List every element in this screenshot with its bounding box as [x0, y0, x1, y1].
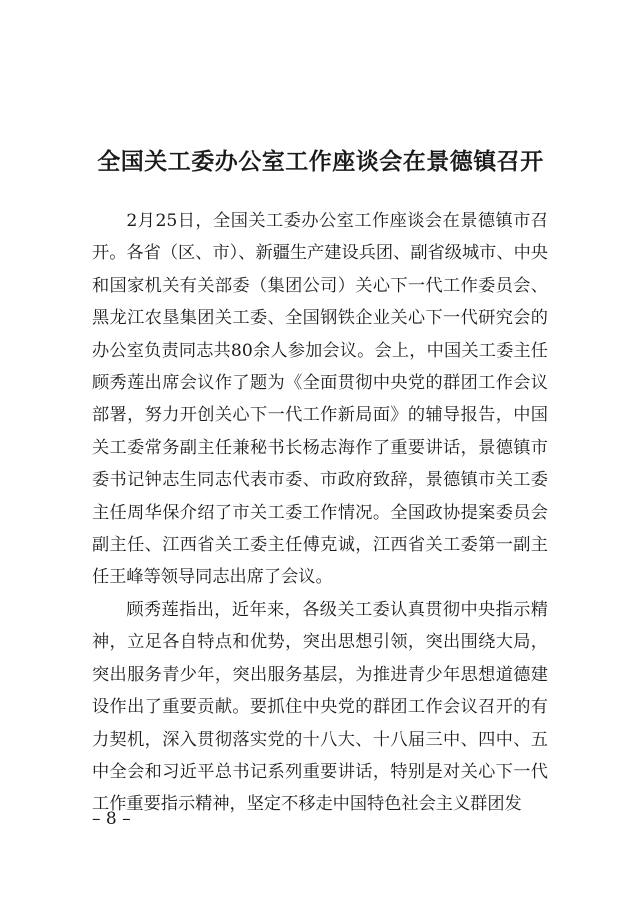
body-paragraph-1: 2月25日，全国关工委办公室工作座谈会在景德镇市召开。各省（区、市）、新疆生产建设兵团、副省级城市、中央和国家机关有关部委（集团公司）关心下一代工作委员会、黑龙江农垦集团关工委、全国钢铁企业关心下一代研究会的办公室负责同志共80余人参加会议。会上，中国关工委主任顾秀莲出席会议作了题为《全面贯彻中央党的群团工作会议部署，努力开创关心下一代工作新局面》的辅导报告，中国关工委常务副主任兼秘书长杨志海作了重要讲话，景德镇市委书记钟志生同志代表市委、市政府致辞，景德镇市关工委主任周华保介绍了市关工委工作情况。全国政协提案委员会副主任、江西省关工委主任傅克诚，江西省关工委第一副主任王峰等领导同志出席了会议。	[92, 211, 548, 588]
page-number: – 8 –	[92, 809, 131, 829]
document-body	[92, 205, 548, 821]
document-title: 全国关工委办公室工作座谈会在景德镇召开	[97, 148, 544, 175]
body-paragraph-2: 顾秀莲指出，近年来，各级关工委认真贯彻中央指示精神，立足各自特点和优势，突出思想引领，突出围绕大局，突出服务青少年，突出服务基层，为推进青少年思想道德建设作出了重要贡献。要抓住中央党的群团工作会议召开的有力契机，深入贯彻落实党的十八大、十八届三中、四中、五中全会和习近平总书记系列重要讲话，特别是对关心下一代工作重要指示精神，坚定不移走中国特色社会主义群团发	[92, 599, 548, 815]
